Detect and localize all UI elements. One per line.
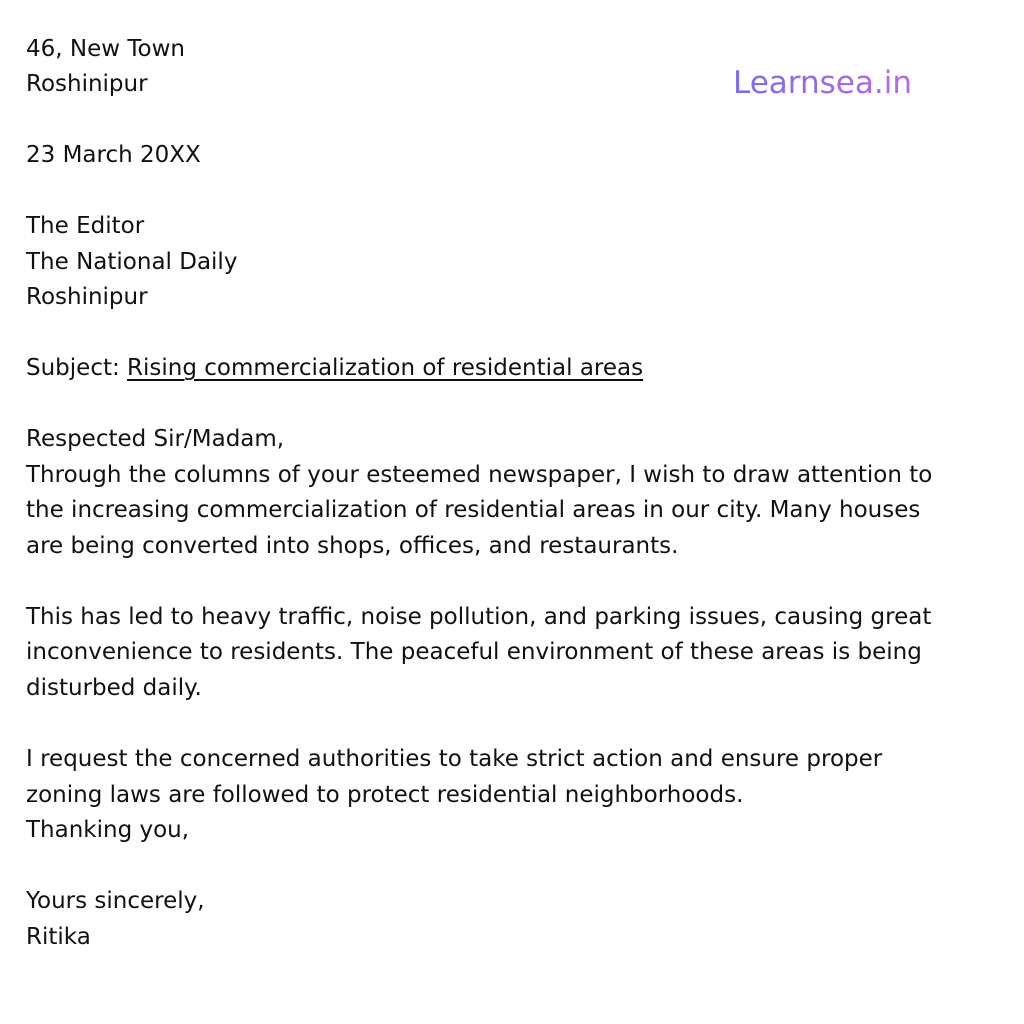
body-p2-line1: This has led to heavy traffic, noise pollution, and parking issues, causing great — [26, 604, 932, 630]
body-p3-line2: zoning laws are followed to protect residential neighborhoods. — [26, 782, 744, 808]
body-p3-line1: I request the concerned authorities to take strict action and ensure proper — [26, 746, 883, 772]
body-p1-line2: the increasing commercialization of residential areas in our city. Many houses — [26, 497, 921, 523]
subject-text: Rising commercialization of residential areas — [127, 355, 644, 381]
sender-address-line2: Roshinipur — [26, 71, 148, 97]
salutation: Respected Sir/Madam, — [26, 426, 285, 452]
body-p1-line1: Through the columns of your esteemed newspaper, I wish to draw attention to — [26, 462, 933, 488]
signature-name: Ritika — [26, 924, 91, 950]
recipient-line3: Roshinipur — [26, 284, 148, 310]
sender-address-line1: 46, New Town — [26, 36, 185, 62]
letter-date: 23 March 20XX — [26, 142, 201, 168]
body-p1-line3: are being converted into shops, offices, and restaurants. — [26, 533, 679, 559]
subject-line — [26, 351, 643, 387]
subject-label: Subject: — [26, 355, 128, 381]
learnsea-logo: Learnsea.in — [733, 65, 912, 101]
recipient-line1: The Editor — [26, 213, 145, 239]
recipient-line2: The National Daily — [26, 249, 238, 275]
body-p2-line3: disturbed daily. — [26, 675, 202, 701]
closing-thanks: Thanking you, — [26, 817, 190, 843]
closing-sign-off: Yours sincerely, — [26, 888, 205, 914]
body-p2-line2: inconvenience to residents. The peaceful environment of these areas is being — [26, 639, 922, 665]
